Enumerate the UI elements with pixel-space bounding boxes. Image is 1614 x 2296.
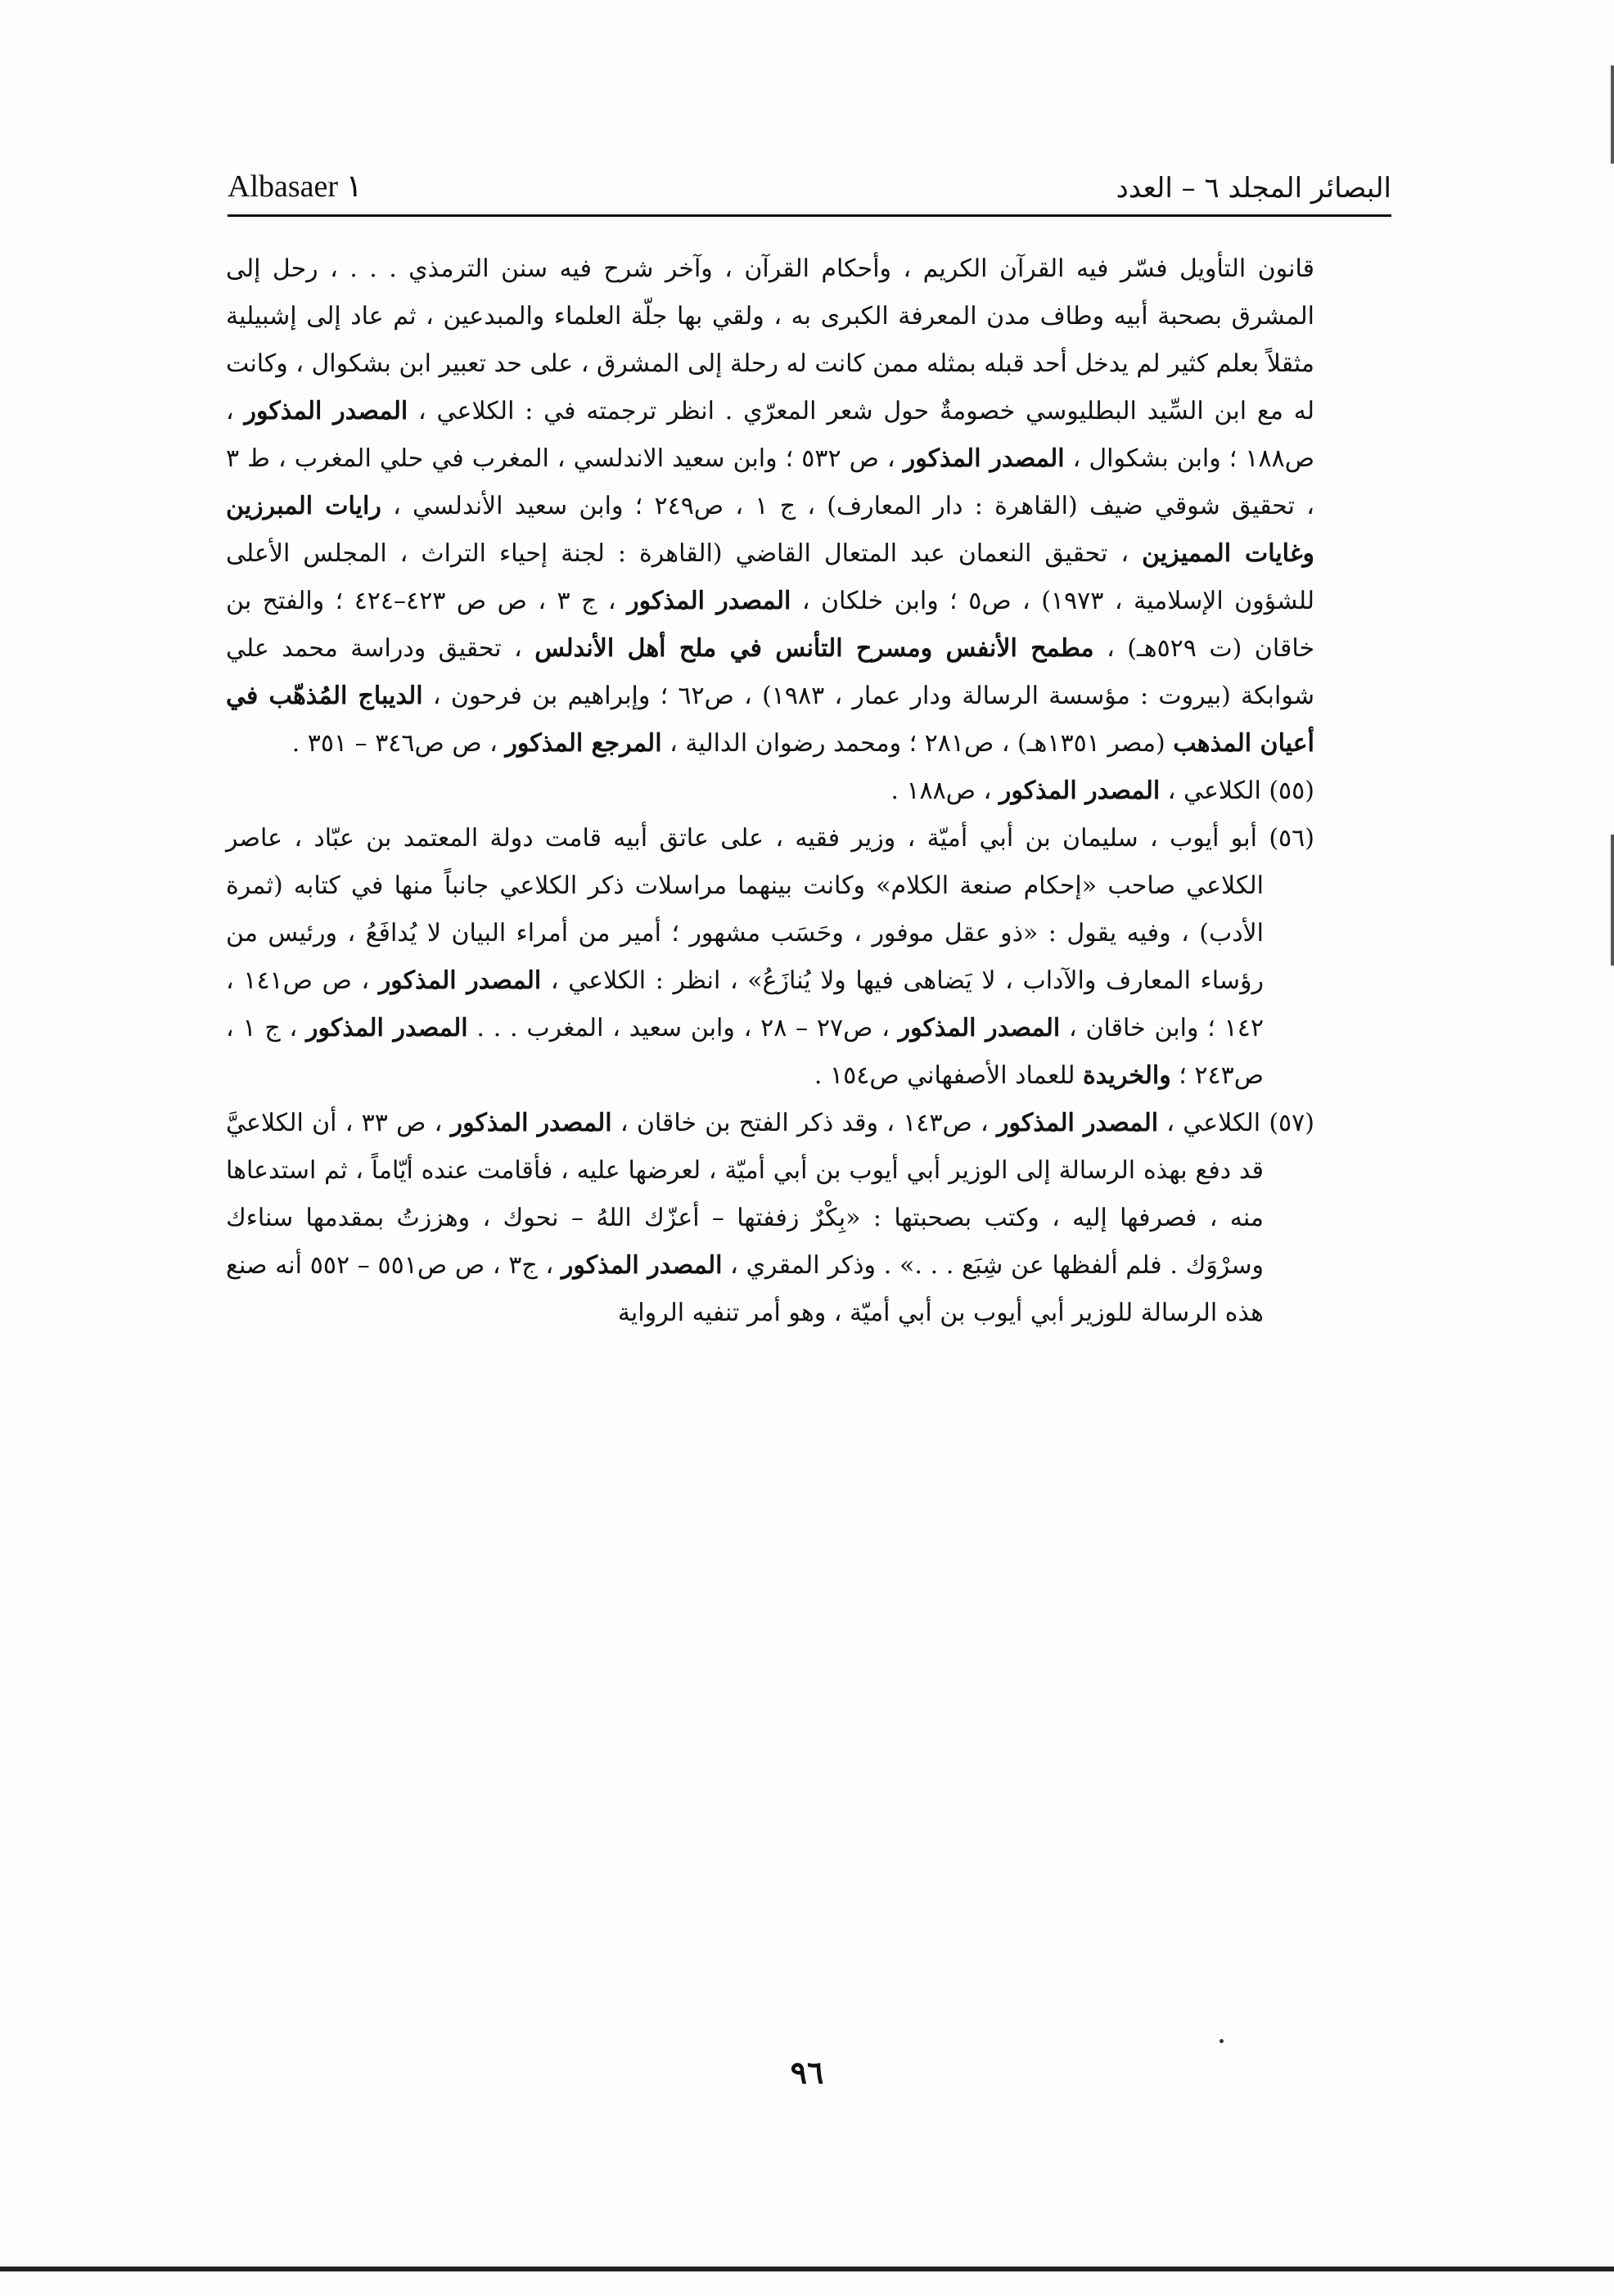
bold-title: المصدر المذكور [378, 966, 542, 995]
bold-title: مطمح الأنفس ومسرح التأنس في ملح أهل الأندلس [534, 634, 1094, 663]
scan-speck [1220, 2039, 1224, 2043]
footnotes-body [226, 245, 1314, 1337]
journal-name-latin: Albasaer ١ [228, 169, 363, 204]
bold-title: المصدر المذكور [306, 1014, 468, 1042]
header-rule [228, 214, 1391, 217]
bold-title: المصدر المذكور [898, 1014, 1061, 1042]
bold-title: والخريدة [1083, 1061, 1171, 1090]
footnote-continuation [226, 245, 1314, 768]
bold-title: المصدر المذكور [996, 1109, 1159, 1137]
text-segment: (٥٧) الكلاعي ، [1166, 1109, 1314, 1137]
footnote-56 [226, 815, 1314, 1100]
bold-title: المصدر المذكور [627, 587, 791, 615]
text-segment: ، ص١٨٨ . [890, 777, 992, 805]
bold-title: المرجع المذكور [505, 729, 662, 758]
text-segment: ، تحقيق النعمان عبد المتعال القاضي (القاهرة : لجنة إحياء التراث ، المجلس الأعلى للشؤون الإسلامية ، ١٩٧٣) ، ص٥ ؛ وابن خلكان ، [226, 539, 1315, 615]
scan-bottom-edge [0, 2267, 1614, 2271]
bold-title: المصدر المذكور [903, 444, 1065, 473]
footnote-57 [226, 1100, 1314, 1337]
text-segment: ، ص ٥٣٢ ؛ وابن سعيد الاندلسي ، المغرب في حلي المغرب ، ط ٣ ، تحقيق شوقي ضيف (القاهرة : دار المعارف) ، ج ١ ، ص٢٤٩ ؛ وابن سعيد الأندلسي ، [226, 444, 1314, 520]
bold-title: المصدر المذكور [450, 1109, 612, 1137]
text-segment: ، ص١٤٣ ، وقد ذكر الفتح بن خاقان ، [620, 1109, 989, 1137]
scan-edge-mark [1611, 65, 1614, 164]
bold-title: المصدر المذكور [244, 397, 408, 425]
text-segment: قانون التأويل فسّر فيه القرآن الكريم ، وأحكام القرآن ، وآخر شرح فيه سنن الترمذي . . . ، رحل إلى المشرق بصحبة أبيه وطاف مدن المعرفة الكبرى به ، ولقي بها جلّة العلماء والمبدعين ، ثم عاد إلى إشبيلية مثقلاً بعلم كثير لم يدخل أحد قبله بمثله ممن كانت له رحلة إلى المشرق ، على حد تعبير ابن بشكوال ، وكانت له مع ابن السِّيد البطليوسي خصومةٌ حول شعر المعرّي . انظر ترجمته في : الكلاعي ، [226, 254, 1314, 425]
text-segment: للعماد الأصفهاني ص١٥٤ . [814, 1061, 1075, 1090]
footnote-55 [226, 768, 1314, 815]
running-header [228, 162, 1391, 213]
text-segment: ، ص ص٣٤٦ – ٣٥١ . [291, 729, 498, 758]
text-segment: ، ص٢٧ – ٢٨ ، وابن سعيد ، المغرب . . . [476, 1014, 890, 1042]
bold-title: المصدر المذكور [561, 1251, 723, 1280]
journal-name-arabic: البصائر المجلد ٦ – العدد [1116, 172, 1391, 205]
text-segment: ، ج٣ ، ص ص٥٥١ – ٥٥٢ أنه صنع هذه الرسالة للوزير أبي أيوب بن أبي أميّة ، وهو أمر تنفيه الرواية [226, 1251, 1264, 1327]
scan-edge-mark [1611, 835, 1614, 966]
text-segment: ، ص ٣٣ ، أن الكلاعيَّ قد دفع بهذه الرسالة إلى الوزير أبي أيوب بن أبي أميّة ، لعرضها عليه ، فأقامت عنده أيّاماً ، ثم استدعاها منه ، فصرفها إليه ، وكتب بصحبتها : «بِكْرٌ زففتها – أعزّك اللهُ – نحوك ، وهززتُ بمقدمها سناءك وسرْوَك . فلم ألفظها عن شِبَع . . .» . وذكر المقري ، [226, 1109, 1265, 1280]
bold-title: المصدر المذكور [999, 777, 1161, 805]
text-segment: (مصر ١٣٥١هـ) ، ص٢٨١ ؛ ومحمد رضوان الدالية ، [669, 729, 1165, 758]
page-number: ٩٦ [790, 2054, 824, 2091]
text-segment: ، تحقيق ودراسة محمد علي شوابكة (بيروت : مؤسسة الرسالة ودار عمار ، ١٩٨٣) ، ص٦٢ ؛ وإبراهيم بن فرحون ، [226, 634, 1314, 710]
text-segment: ، ج ١ ، ص٢٤٣ ؛ [226, 1014, 1264, 1090]
bold-title: رايات المبرزين وغايات المميزين [226, 492, 1315, 568]
bold-title: الديباج المُذهّب في أعيان المذهب [226, 682, 1314, 758]
text-segment: (٥٥) الكلاعي ، [1167, 777, 1314, 805]
text-segment: ، ص١٨٨ ؛ وابن بشكوال ، [226, 397, 1315, 473]
text-segment: ، ص ص١٤١ ، ١٤٢ ؛ وابن خاقان ، [226, 966, 1264, 1042]
text-segment: ، ج ٣ ، ص ص ٤٢٣–٤٢٤ ؛ والفتح بن خاقان (ت ٥٢٩هـ) ، [226, 587, 1314, 663]
text-segment: (٥٦) أبو أيوب ، سليمان بن أبي أميّة ، وزير فقيه ، على عاتق أبيه قامت دولة المعتمد بن عبّاد ، عاصر الكلاعي صاحب «إحكام صنعة الكلام» وكانت بينهما مراسلات ذكر الكلاعي جانباً منها في كتابه (ثمرة الأدب) ، وفيه يقول : «ذو عقل موفور ، وحَسَب مشهور ؛ أمير من أمراء البيان لا يُدافَعُ ، ورئيس من رؤساء المعارف والآداب ، لا يَضاهى فيها ولا يُنازَعُ» ، انظر : الكلاعي ، [226, 824, 1314, 995]
